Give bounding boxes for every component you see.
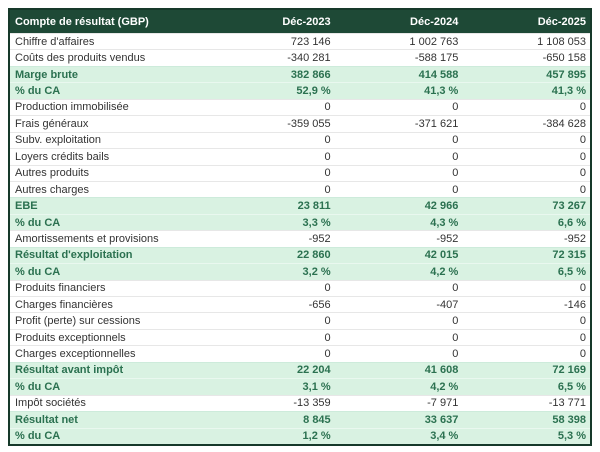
row-value-dec-2024: 0 — [452, 167, 459, 180]
row-value-dec-2024: -371 621 — [414, 117, 459, 130]
row-value-dec-2025: 0 — [579, 315, 587, 328]
table-row — [10, 280, 590, 296]
row-label: Marge brute — [15, 68, 78, 81]
row-label: Résultat d'exploitation — [15, 249, 133, 262]
row-value-dec-2025: -13 771 — [548, 397, 587, 410]
row-value-dec-2024: 41 608 — [424, 364, 459, 377]
table-row — [10, 329, 590, 345]
row-value-dec-2024: 42 015 — [424, 249, 459, 262]
row-value-dec-2025: 0 — [579, 134, 587, 147]
row-value-dec-2024: 414 588 — [418, 68, 459, 81]
table-row — [10, 362, 590, 378]
row-value-dec-2023: 23 811 — [297, 200, 331, 213]
row-value-dec-2025: 0 — [579, 183, 587, 196]
table-row — [10, 395, 590, 411]
row-value-dec-2023: 0 — [324, 331, 331, 344]
row-value-dec-2025: 6,5 % — [557, 265, 587, 278]
row-value-dec-2025: 58 398 — [552, 413, 587, 426]
column-header-dec-2024: Déc-2024 — [410, 15, 459, 28]
row-value-dec-2024: -588 175 — [414, 52, 459, 65]
row-label: Impôt sociétés — [15, 397, 86, 410]
table-row — [10, 312, 590, 328]
row-label: Produits financiers — [15, 282, 106, 295]
row-value-dec-2023: 3,1 % — [302, 380, 331, 393]
row-label: Charges exceptionnelles — [15, 348, 136, 361]
row-value-dec-2024: 0 — [452, 101, 459, 114]
row-value-dec-2023: 1,2 % — [302, 430, 331, 443]
row-value-dec-2023: -340 281 — [287, 52, 331, 65]
table-row — [10, 148, 590, 164]
row-value-dec-2025: 6,6 % — [557, 216, 587, 229]
row-value-dec-2025: -146 — [563, 298, 587, 311]
table-row — [10, 263, 590, 279]
row-value-dec-2023: 0 — [324, 134, 331, 147]
column-header-dec-2025: Déc-2025 — [537, 15, 587, 28]
row-value-dec-2024: 0 — [452, 183, 459, 196]
row-value-dec-2023: -359 055 — [287, 117, 331, 130]
table-row — [10, 345, 590, 361]
row-value-dec-2025: 72 315 — [552, 249, 587, 262]
row-value-dec-2023: 0 — [324, 282, 331, 295]
table-row — [10, 49, 590, 65]
table-row — [10, 66, 590, 82]
table-row — [10, 165, 590, 181]
row-value-dec-2024: 0 — [452, 134, 459, 147]
table-row — [10, 132, 590, 148]
income-statement-table — [8, 8, 592, 446]
row-value-dec-2024: -407 — [436, 298, 459, 311]
row-value-dec-2025: 0 — [579, 348, 587, 361]
table-row — [10, 214, 590, 230]
row-value-dec-2023: -13 359 — [293, 397, 331, 410]
row-value-dec-2023: 0 — [324, 167, 331, 180]
row-value-dec-2025: -650 158 — [542, 52, 587, 65]
row-value-dec-2024: 0 — [452, 331, 459, 344]
row-value-dec-2024: 4,3 % — [430, 216, 459, 229]
row-value-dec-2023: 3,3 % — [302, 216, 331, 229]
table-row — [10, 247, 590, 263]
row-value-dec-2024: 4,2 % — [430, 265, 459, 278]
table-row — [10, 428, 590, 444]
table-row — [10, 378, 590, 394]
row-label: Loyers crédits bails — [15, 150, 110, 163]
row-value-dec-2024: 42 966 — [424, 200, 459, 213]
table-row — [10, 411, 590, 427]
row-value-dec-2024: 1 002 763 — [409, 35, 459, 48]
row-label: Résultat avant impôt — [15, 364, 124, 377]
row-value-dec-2025: 41,3 % — [551, 85, 587, 98]
row-value-dec-2025: 0 — [579, 150, 587, 163]
row-value-dec-2025: 0 — [579, 331, 587, 344]
row-label: EBE — [15, 200, 38, 213]
row-value-dec-2023: 22 204 — [297, 364, 331, 377]
row-value-dec-2023: 0 — [324, 101, 331, 114]
row-value-dec-2023: 0 — [324, 150, 331, 163]
row-value-dec-2025: 0 — [579, 101, 587, 114]
row-value-dec-2023: 8 845 — [303, 413, 331, 426]
row-label: Subv. exploitation — [15, 134, 102, 147]
row-value-dec-2025: 72 169 — [552, 364, 587, 377]
row-label: Profit (perte) sur cessions — [15, 315, 141, 328]
row-value-dec-2025: 73 267 — [552, 200, 587, 213]
row-value-dec-2025: 6,5 % — [557, 380, 587, 393]
table-header-row — [10, 10, 590, 33]
row-label: % du CA — [15, 265, 61, 278]
table-row — [10, 82, 590, 98]
row-label: % du CA — [15, 85, 61, 98]
row-value-dec-2025: 457 895 — [546, 68, 587, 81]
row-value-dec-2023: 723 146 — [290, 35, 331, 48]
row-value-dec-2024: 4,2 % — [430, 380, 459, 393]
table-row — [10, 115, 590, 131]
row-value-dec-2024: 0 — [452, 348, 459, 361]
row-value-dec-2024: 41,3 % — [424, 85, 459, 98]
row-value-dec-2023: 3,2 % — [302, 265, 331, 278]
row-value-dec-2024: 3,4 % — [430, 430, 459, 443]
row-value-dec-2023: 0 — [324, 315, 331, 328]
row-label: Autres charges — [15, 183, 89, 196]
row-label: % du CA — [15, 430, 61, 443]
table-row — [10, 33, 590, 49]
row-value-dec-2025: 1 108 053 — [537, 35, 587, 48]
column-header-dec-2023: Déc-2023 — [282, 15, 331, 28]
row-label: Chiffre d'affaires — [15, 35, 95, 48]
table-row — [10, 99, 590, 115]
row-value-dec-2025: -384 628 — [542, 117, 587, 130]
row-value-dec-2025: -952 — [563, 232, 587, 245]
row-value-dec-2024: 0 — [452, 282, 459, 295]
row-value-dec-2024: 0 — [452, 150, 459, 163]
row-label: Charges financières — [15, 298, 113, 311]
row-value-dec-2023: 382 866 — [290, 68, 331, 81]
row-value-dec-2025: 0 — [579, 282, 587, 295]
row-value-dec-2023: 22 860 — [297, 249, 331, 262]
row-label: Amortissements et provisions — [15, 232, 159, 245]
row-label: Production immobilisée — [15, 101, 129, 114]
row-value-dec-2025: 5,3 % — [557, 430, 587, 443]
row-value-dec-2024: 0 — [452, 315, 459, 328]
table-title: Compte de résultat (GBP) — [15, 15, 149, 28]
row-label: Autres produits — [15, 167, 89, 180]
table-row — [10, 230, 590, 246]
row-value-dec-2023: 0 — [324, 183, 331, 196]
table-row — [10, 197, 590, 213]
row-value-dec-2023: -952 — [308, 232, 331, 245]
row-label: Produits exceptionnels — [15, 331, 126, 344]
table-row — [10, 181, 590, 197]
row-label: % du CA — [15, 380, 61, 393]
row-value-dec-2024: -952 — [436, 232, 459, 245]
table-row — [10, 296, 590, 312]
row-label: Frais généraux — [15, 117, 89, 130]
row-label: Résultat net — [15, 413, 78, 426]
row-value-dec-2024: 33 637 — [424, 413, 459, 426]
row-label: Coûts des produits vendus — [15, 52, 146, 65]
row-value-dec-2025: 0 — [579, 167, 587, 180]
row-value-dec-2023: -656 — [308, 298, 331, 311]
row-value-dec-2024: -7 971 — [427, 397, 459, 410]
row-label: % du CA — [15, 216, 61, 229]
row-value-dec-2023: 0 — [324, 348, 331, 361]
row-value-dec-2023: 52,9 % — [296, 85, 331, 98]
